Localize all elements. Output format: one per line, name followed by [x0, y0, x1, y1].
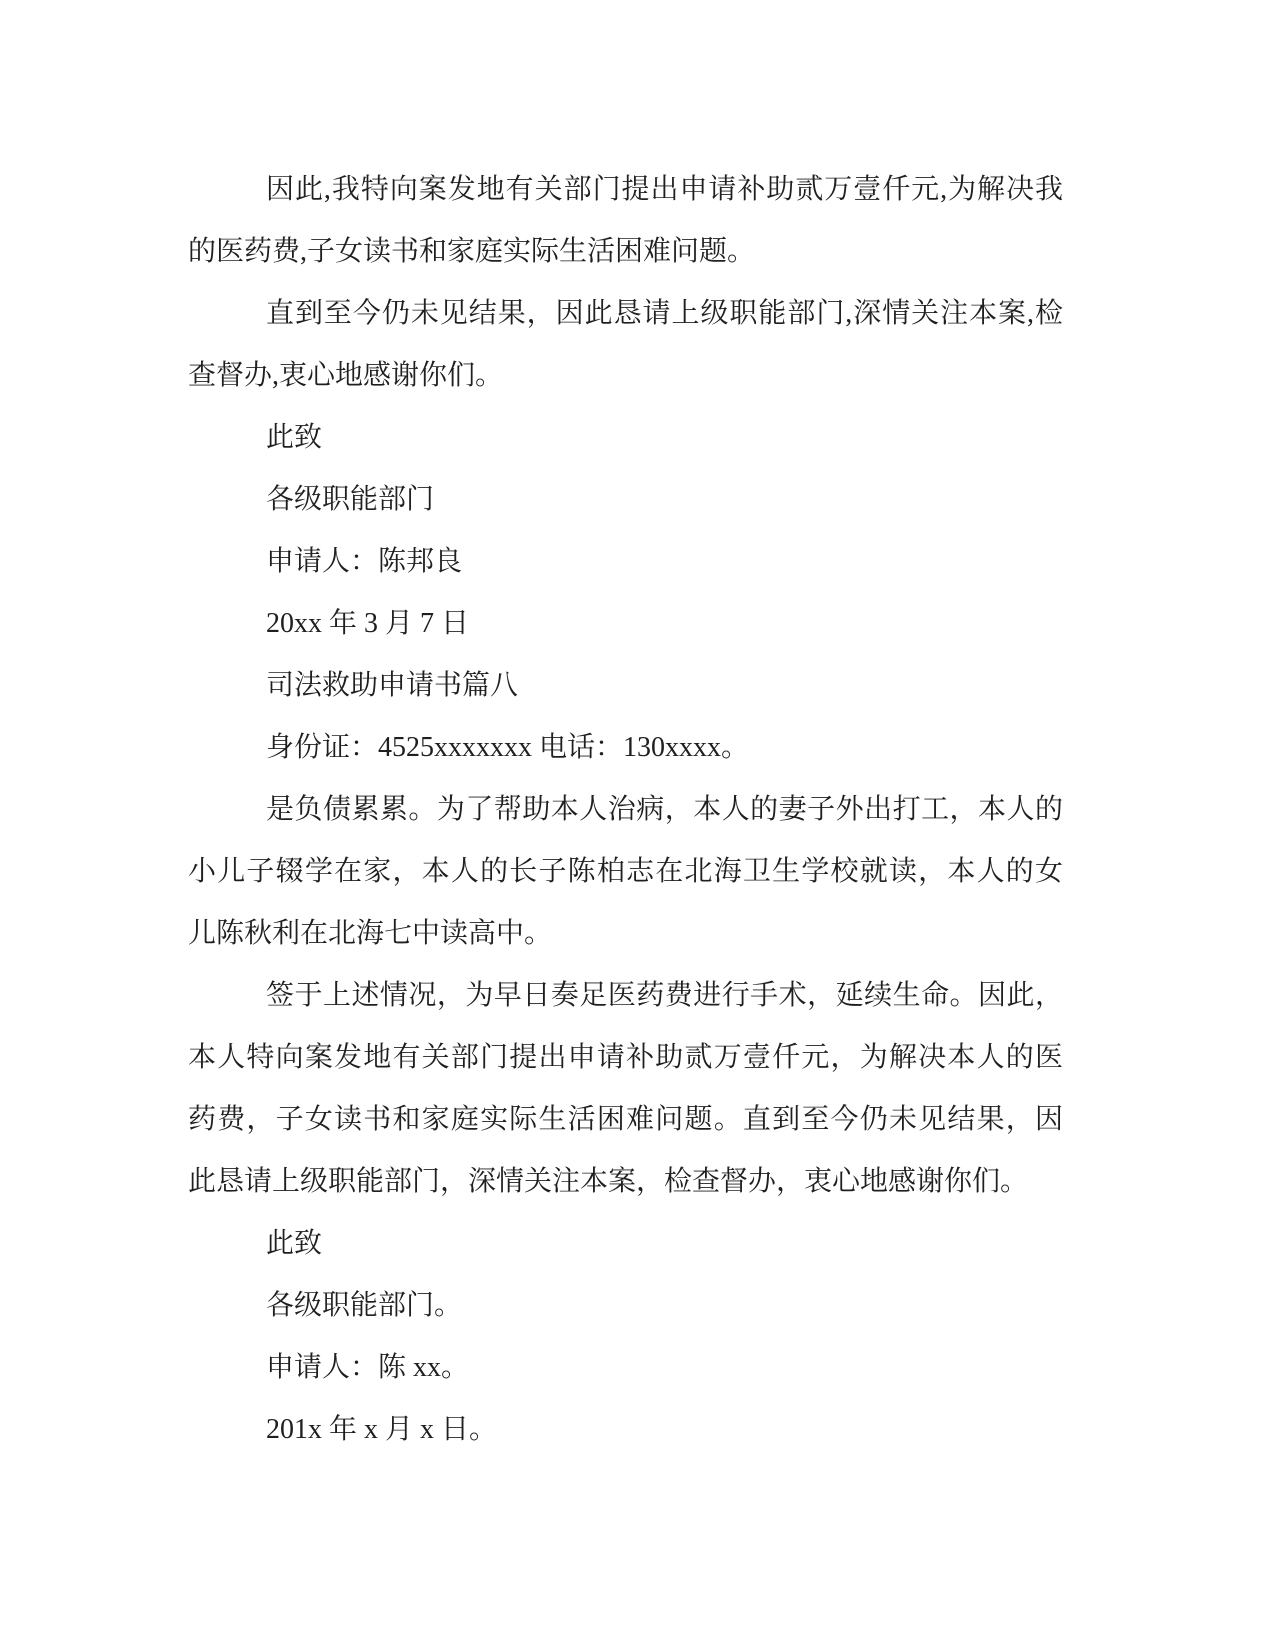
- signature-date: 201x 年 x 月 x 日。: [266, 1414, 498, 1445]
- paragraph-line: 是负债累累。为了帮助本人治病，本人的妻子外出打工，本人的: [266, 794, 1063, 825]
- paragraph-line: 小儿子辍学在家，本人的长子陈柏志在北海卫生学校就读，本人的女: [188, 856, 1063, 887]
- section-heading: 司法救助申请书篇八: [266, 670, 519, 701]
- addressee: 各级职能部门: [266, 484, 435, 515]
- paragraph-line: 因此,我特向案发地有关部门提出申请补助贰万壹仟元,为解决我: [266, 174, 1063, 205]
- paragraph-line: 直到至今仍未见结果，因此恳请上级职能部门,深情关注本案,检: [266, 298, 1063, 329]
- closing-salute: 此致: [266, 1228, 323, 1259]
- paragraph-line: 签于上述情况，为早日奏足医药费进行手术，延续生命。因此，: [266, 980, 1063, 1011]
- applicant-signature: 申请人：陈邦良: [266, 546, 463, 577]
- addressee: 各级职能部门。: [266, 1290, 463, 1321]
- signature-date: 20xx 年 3 月 7 日: [266, 608, 470, 639]
- paragraph-line: 药费，子女读书和家庭实际生活困难问题。直到至今仍未见结果，因: [188, 1104, 1063, 1135]
- letter-body: [188, 159, 1063, 1461]
- paragraph-line: 此恳请上级职能部门，深情关注本案，检查督办，衷心地感谢你们。: [188, 1166, 1029, 1197]
- paragraph-line: 的医药费,子女读书和家庭实际生活困难问题。: [188, 236, 756, 267]
- closing-salute: 此致: [266, 422, 323, 453]
- paragraph-line: 查督办,衷心地感谢你们。: [188, 360, 504, 391]
- paragraph-line: 本人特向案发地有关部门提出申请补助贰万壹仟元，为解决本人的医: [188, 1042, 1063, 1073]
- applicant-signature: 申请人：陈 xx。: [266, 1352, 470, 1383]
- paragraph-line: 儿陈秋利在北海七中读高中。: [188, 918, 553, 949]
- id-and-phone-line: 身份证：4525xxxxxxx 电话：130xxxx。: [266, 732, 750, 763]
